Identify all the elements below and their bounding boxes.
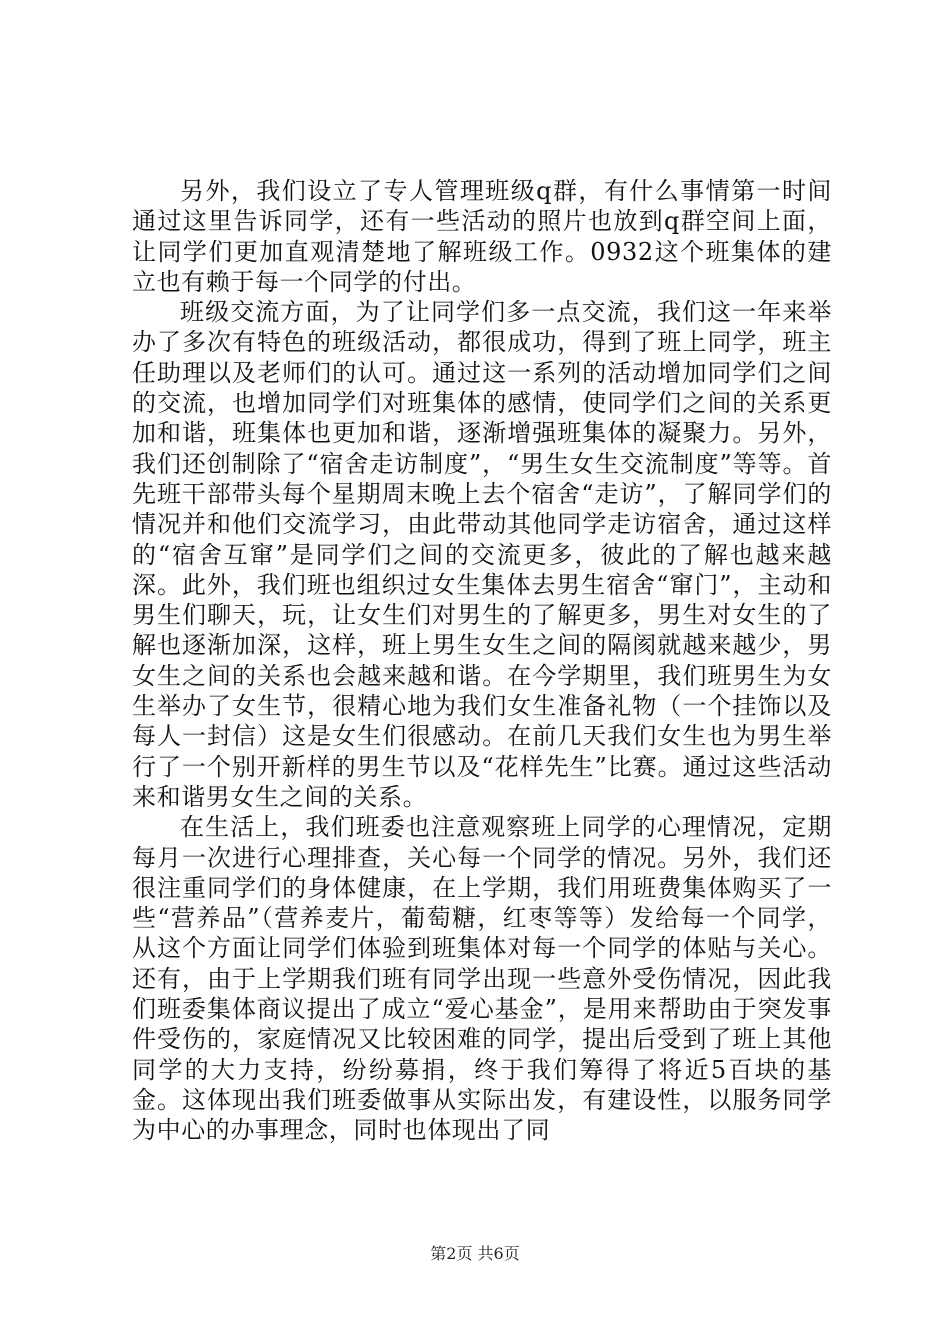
paragraph-qq-group: 另外，我们设立了专人管理班级q群，有什么事情第一时间通过这里告诉同学，还有一些活动的照片也放到q群空间上面，让同学们更加直观清楚地了解班级工作。0932这个班集体的建立也有赖于每一个同学的付出。 — [132, 177, 832, 296]
paragraph-student-life: 在生活上，我们班委也注意观察班上同学的心理情况，定期每月一次进行心理排查，关心每一个同学的情况。另外，我们还很注重同学们的身体健康，在上学期，我们用班费集体购买了一些“营养品”（营养麦片，葡萄糖，红枣等等）发给每一个同学，从这个方面让同学们体验到班集体对每一个同学的体贴与关心。还有，由于上学期我们班有同学出现一些意外受伤情况，因此我们班委集体商议提出了成立“爱心基金”，是用来帮助由于突发事件受伤的，家庭情况又比较困难的同学，提出后受到了班上其他同学的大力支持，纷纷募捐，终于我们筹得了将近5百块的基金。这体现出我们班委做事从实际出发，有建设性，以服务同学为中心的办事理念，同时也体现出了同 — [132, 813, 832, 1145]
document-body — [132, 176, 832, 1146]
page-number-footer: 第2页 共6页 — [430, 1244, 520, 1263]
paragraph-class-communication: 班级交流方面，为了让同学们多一点交流，我们这一年来举办了多次有特色的班级活动，都很成功，得到了班上同学，班主任助理以及老师们的认可。通过这一系列的活动增加同学们之间的交流，也增加同学们对班集体的感情，使同学们之间的关系更加和谐，班集体也更加和谐，逐渐增强班集体的凝聚力。另外，我们还创制除了“宿舍走访制度”，“男生女生交流制度”等等。首先班干部带头每个星期周末晚上去个宿舍“走访”，了解同学们的情况并和他们交流学习，由此带动其他同学走访宿舍，通过这样的“宿舍互窜”是同学们之间的交流更多，彼此的了解也越来越深。此外，我们班也组织过女生集体去男生宿舍“窜门”，主动和男生们聊天，玩，让女生们对男生的了解更多，男生对女生的了解也逐渐加深，这样，班上男生女生之间的隔阂就越来越少，男女生之间的关系也会越来越和谐。在今学期里，我们班男生为女生举办了女生节，很精心地为我们女生准备礼物（一个挂饰以及每人一封信）这是女生们很感动。在前几天我们女生也为男生举行了一个别开新样的男生节以及“花样先生”比赛。通过这些活动来和谐男女生之间的关系。 — [132, 298, 832, 811]
